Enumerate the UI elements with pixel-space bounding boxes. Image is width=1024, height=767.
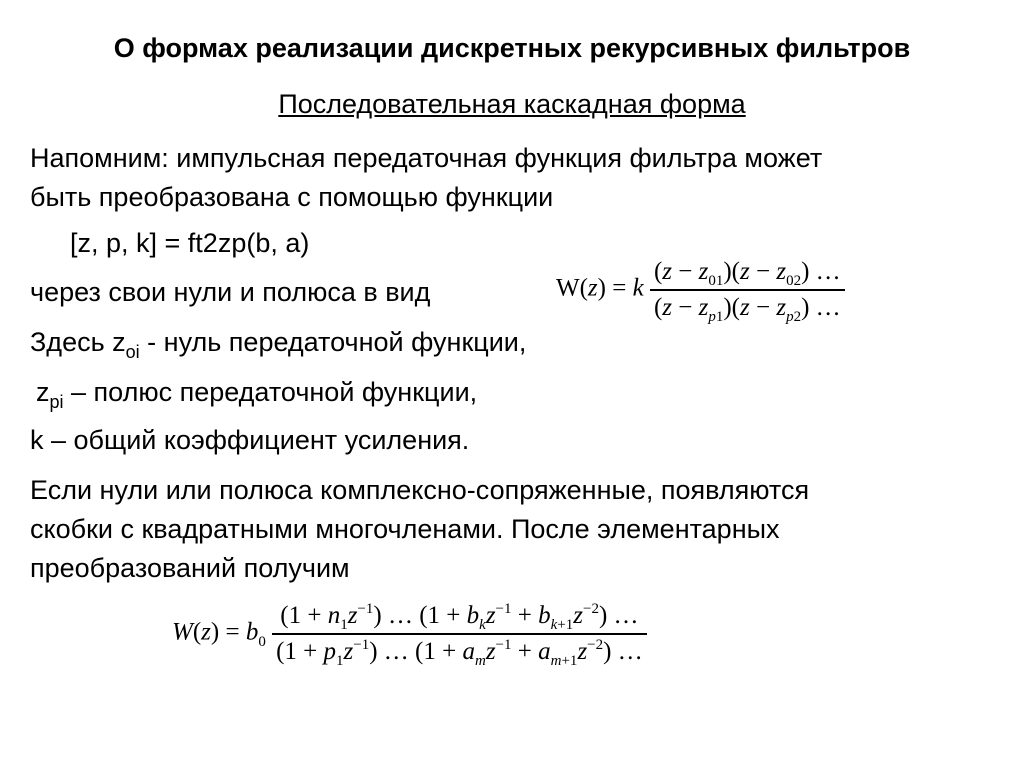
formula-denominator: $(1 + p_1z^{-1})$ … $(1 + a_mz^{-1} + a_{m+1}z^{-2})$ … [272,633,647,666]
paragraph-line: через свои нули и полюса в вид [30,277,431,307]
subscript: oi [125,342,140,362]
formula-transfer-zeros-poles: W(z) = k $\frac{(z - z_{01})(z - z_{02}) \dots}{(z - z_{p1})(z - z_{p2}) \dots}$ [556,258,845,322]
text-span: - нуль передаточной функции, [139,327,527,357]
page-title: О формах реализации дискретных рекурсивных фильтров [113,33,911,63]
text-span: z [36,377,50,407]
text-span: – полюс передаточной функции, [63,377,478,407]
formula-denominator: $(z - z_{p1})(z - z_{p2})$ … [650,289,845,322]
formula-numerator: $(1 + n_1z^{-1})$ … $(1 + b_kz^{-1} + b_{k+1}z^{-2})$ … [280,601,639,633]
paragraph-line: Напомним: импульсная передаточная функция фильтра может [30,143,823,173]
formula-fraction [650,258,845,325]
paragraph-line: быть преобразована с помощью функции [30,182,554,212]
paragraph-line [30,323,526,365]
paragraph-line: скобки с квадратными многочленами. После элементарных [30,514,780,544]
text-span: Здесь z [30,327,126,357]
paragraph-line [36,373,477,415]
formula-fraction [272,601,647,669]
paragraph-line: k – общий коэффициент усиления. [30,425,470,455]
formula-numerator: $(z - z_{01})(z - z_{02})$ … [653,258,841,289]
paragraph-line: Если нули или полюса комплексно-сопряженные, появляются [30,475,810,505]
formula-cascade-form: $W(z) = b_0$ $\frac{(1 + n_1z^{-1}) \dots (1 + b_kz^{-1} + b_{k+1}z^{-2}) \dots}{(1 + p_1z^{-1}) \dots (1 + a_mz^{-1} + a_{m+1}z^{-2}) \dots}$ [172,602,647,666]
paragraph-line: преобразований получим [30,553,350,583]
code-line: [z, p, k] = ft2zp(b, a) [70,228,310,258]
subscript: pi [49,392,64,412]
page-subtitle: Последовательная каскадная форма [278,89,746,119]
